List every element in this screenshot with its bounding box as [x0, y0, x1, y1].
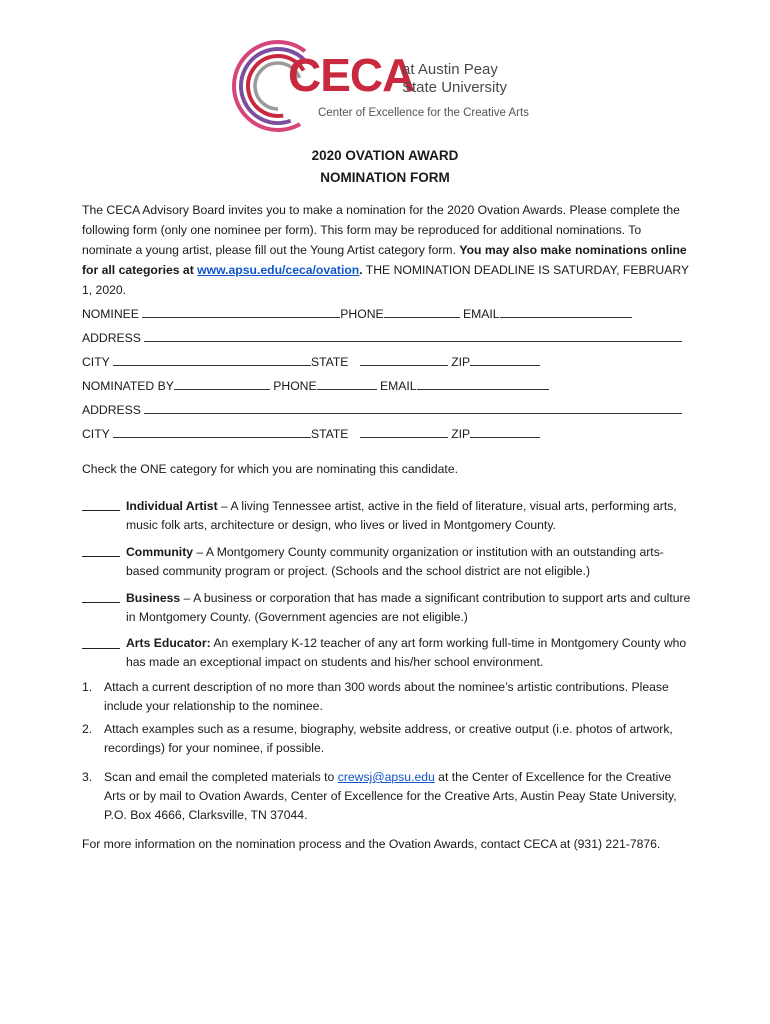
logo-wordmark: CECA	[288, 49, 415, 101]
nominator-state-label: STATE	[310, 427, 349, 441]
zip-label: ZIP	[451, 355, 471, 369]
category-desc: – A Montgomery County community organization or institution with an outstanding arts-based community program or project. (Schools and the school district are not eligible.)	[126, 545, 664, 578]
ovation-link[interactable]: www.apsu.edu/ceca/ovation	[197, 263, 360, 277]
instruction-1: Attach a current description of no more than 300 words about the nominee’s artistic contributions. Please include your relationship to the nominee.	[104, 680, 669, 713]
state-field[interactable]	[360, 353, 448, 366]
intro-text: The CECA Advisory Board invites you to make a nomination for the 2020 Ovation Awards. Please complete the following form (only one nominee per form). This form may be reproduced for additional nominations. To nominate a young artist, please fill out the Young Artist category form.	[82, 203, 680, 257]
nominator-zip-field[interactable]	[470, 425, 540, 438]
form-title-line-2: NOMINATION FORM	[320, 170, 450, 185]
nominator-phone-field[interactable]	[317, 377, 377, 390]
instruction-3-text: Scan and email the completed materials to	[104, 770, 338, 784]
instruction-number: 3.	[82, 770, 93, 784]
instruction-3-address: at the Center of Excellence for the Creative Arts or by mail to Ovation Awards, Center of Excellence for the Creative Arts, Austin Peay State University, P.O. Box 4666, Clarksville, TN 37044.	[104, 770, 677, 822]
nominator-phone-label: PHONE	[273, 379, 317, 393]
nominated-by-field[interactable]	[174, 377, 270, 390]
category-check-line[interactable]	[82, 648, 120, 649]
nominator-address-field[interactable]	[144, 401, 682, 414]
nominator-zip-label: ZIP	[451, 427, 471, 441]
category-desc: – A living Tennessee artist, active in the field of literature, visual arts, performing arts, music folk arts, architecture or design, who lives or lived in Montgomery County.	[126, 499, 677, 532]
categories-intro: Check the ONE category for which you are nominating this candidate.	[82, 462, 458, 476]
instruction-2: Attach examples such as a resume, biography, website address, or creative output (i.e. photos of artwork, recordings) for your nominee, if possible.	[104, 722, 673, 755]
phone-field[interactable]	[384, 305, 460, 318]
instruction-3	[104, 768, 694, 825]
category-name: Arts Educator:	[126, 636, 211, 650]
logo-tagline: Center of Excellence for the Creative Arts	[318, 107, 529, 119]
nominator-city-field[interactable]	[113, 425, 311, 438]
category-name: Business	[126, 591, 181, 605]
contact-email-link[interactable]: crewsj@apsu.edu	[337, 770, 435, 784]
category-check-line[interactable]	[82, 602, 120, 603]
category-name: Individual Artist	[126, 499, 218, 513]
nominator-address-row	[82, 401, 682, 417]
category-check-line[interactable]	[82, 510, 120, 511]
nominee-row	[82, 305, 632, 321]
nominee-label: NOMINEE	[82, 307, 139, 321]
logo-at-line-2: State University	[402, 79, 508, 96]
category-community	[126, 543, 696, 581]
nominator-address-label: ADDRESS	[82, 403, 141, 417]
category-name: Community	[126, 545, 194, 559]
address-label: ADDRESS	[82, 331, 141, 345]
instruction-number: 2.	[82, 722, 93, 736]
category-check-line[interactable]	[82, 556, 120, 557]
nominee-field[interactable]	[142, 305, 340, 318]
address-row	[82, 329, 682, 345]
instruction-number: 1.	[82, 680, 93, 694]
state-label: STATE	[310, 355, 349, 369]
category-desc: – A business or corporation that has made a significant contribution to support arts and culture in Montgomery County. (Government agencies are not eligible.)	[126, 591, 691, 624]
contact-footer: For more information on the nomination process and the Ovation Awards, contact CECA at (931) 221-7876.	[82, 837, 661, 851]
intro-deadline-text: THE NOMINATION DEADLINE IS SATURDAY, FEBRUARY 1, 2020.	[82, 263, 689, 297]
form-title-line-1: 2020 OVATION AWARD	[311, 148, 459, 163]
intro-paragraph	[82, 200, 692, 300]
logo-at-line-1: at Austin Peay	[402, 61, 498, 78]
nominator-city-row	[82, 425, 540, 441]
zip-field[interactable]	[470, 353, 540, 366]
address-field[interactable]	[144, 329, 682, 342]
intro-bold-text: You may also make nominations online for all categories at	[82, 243, 687, 277]
nominator-email-label: EMAIL	[380, 379, 417, 393]
category-arts-educator	[126, 634, 696, 672]
city-field[interactable]	[113, 353, 311, 366]
phone-label: PHONE	[340, 307, 384, 321]
nominator-email-field[interactable]	[417, 377, 549, 390]
intro-bold-period: .	[359, 263, 363, 277]
category-desc: An exemplary K-12 teacher of any art form working full-time in Montgomery County who has made an exceptional impact on students and his/her school environment.	[126, 636, 687, 669]
category-individual-artist	[126, 497, 696, 535]
city-row	[82, 353, 540, 369]
email-field[interactable]	[500, 305, 632, 318]
category-business	[126, 589, 696, 627]
email-label: EMAIL	[463, 307, 500, 321]
ceca-logo	[230, 38, 530, 134]
nominated-by-label: NOMINATED BY	[82, 379, 174, 393]
city-label: CITY	[82, 355, 110, 369]
nominator-city-label: CITY	[82, 427, 110, 441]
nominator-state-field[interactable]	[360, 425, 448, 438]
nominated-by-row	[82, 377, 549, 393]
